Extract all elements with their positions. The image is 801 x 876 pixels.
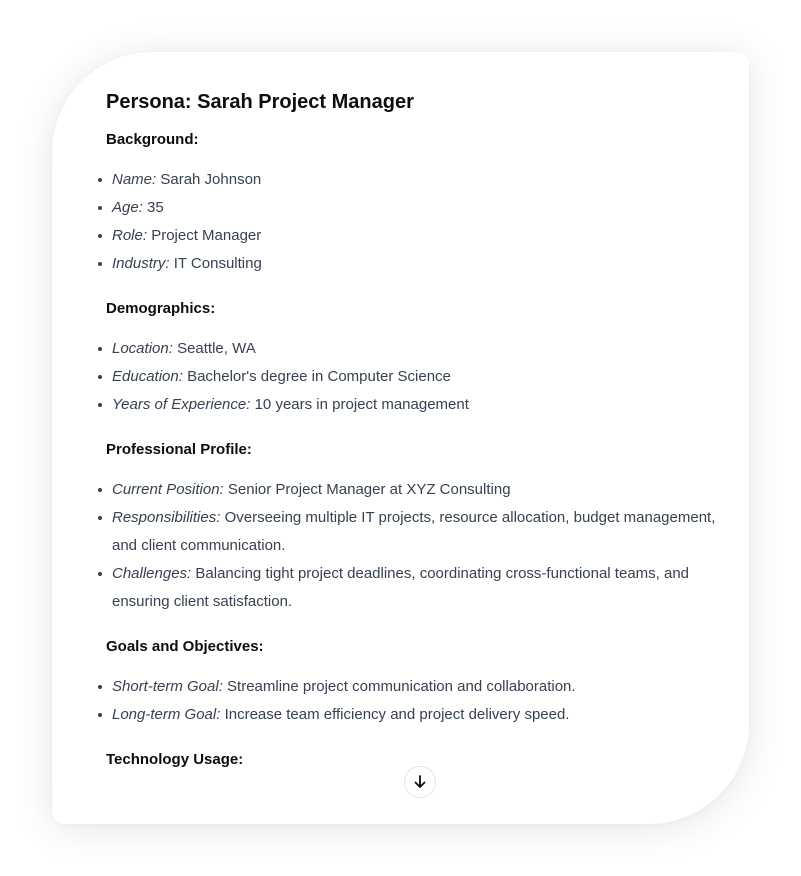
bullet-icon [98,234,102,238]
item-value: Streamline project communication and collaboration. [227,678,576,695]
item-label: Long-term Goal: [112,706,221,723]
item-label: Short-term Goal: [112,678,223,695]
list-item [106,222,716,250]
item-value: Senior Project Manager at XYZ Consulting [227,481,511,498]
item-value: 10 years in project management [254,396,469,413]
bullet-icon [98,572,102,576]
list-item [106,335,716,363]
item-value: Project Manager [151,227,262,244]
bullet-icon [98,347,102,351]
item-label: Responsibilities: [112,509,221,526]
list-item [106,363,716,391]
chat-message-card [52,52,749,824]
goals-list [106,673,716,729]
item-value: Bachelor's degree in Computer Science [187,368,451,385]
message-content [106,90,716,771]
list-item [106,673,716,701]
persona-title: Persona: Sarah Project Manager [106,91,414,113]
bullet-icon [98,516,102,520]
item-label: Challenges: [112,565,192,582]
section-title-demographics: Demographics: [106,300,216,317]
bullet-icon [98,713,102,717]
item-label: Role: [112,227,148,244]
list-item [106,194,716,222]
section-title-background: Background: [106,131,199,148]
list-item [106,166,716,194]
background-list [106,166,716,278]
item-label: Current Position: [112,481,224,498]
list-item [106,476,716,504]
item-value: IT Consulting [173,255,262,272]
bullet-icon [98,403,102,407]
section-title-technology-usage: Technology Usage: [106,751,244,768]
item-value: Overseeing multiple IT projects, resource allocation, budget management, and client communication. [112,509,716,554]
item-value: 35 [147,199,164,216]
list-item [106,560,716,616]
item-label: Industry: [112,255,170,272]
item-label: Age: [112,199,143,216]
bullet-icon [98,262,102,266]
item-label: Years of Experience: [112,396,251,413]
section-title-goals: Goals and Objectives: [106,638,264,655]
list-item [106,504,716,560]
arrow-down-icon [412,774,428,790]
list-item [106,391,716,419]
demographics-list [106,335,716,419]
item-value: Increase team efficiency and project delivery speed. [224,706,570,723]
bullet-icon [98,206,102,210]
item-label: Education: [112,368,183,385]
list-item [106,250,716,278]
section-title-professional-profile: Professional Profile: [106,441,252,458]
professional-profile-list [106,476,716,616]
bullet-icon [98,685,102,689]
item-value: Balancing tight project deadlines, coordinating cross-functional teams, and ensuring client satisfaction. [112,565,690,610]
item-label: Location: [112,340,173,357]
item-value: Seattle, WA [177,340,256,357]
scroll-to-bottom-button[interactable] [404,766,436,798]
bullet-icon [98,178,102,182]
bullet-icon [98,488,102,492]
item-value: Sarah Johnson [160,171,262,188]
list-item [106,701,716,729]
item-label: Name: [112,171,157,188]
bullet-icon [98,375,102,379]
